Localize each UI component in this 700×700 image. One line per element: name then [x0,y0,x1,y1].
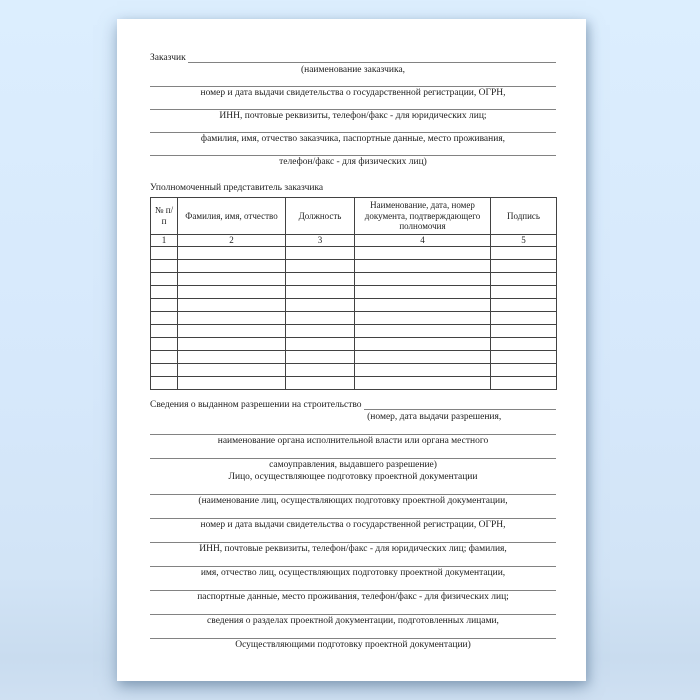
table-empty-cell [151,376,178,389]
table-empty-cell [491,272,557,285]
table-empty-cell [151,298,178,311]
table-empty-cell [178,376,286,389]
designer-caption: сведения о разделах проектной документации, подготовленных лицами, [207,615,499,626]
customer-blank-line [188,62,556,63]
table-empty-cell [286,259,355,272]
blank-line [150,579,556,591]
designer-caption: паспортные данные, место проживания, телефон/факс - для физических лиц; [197,591,509,602]
table-empty-cell [178,337,286,350]
table-empty-cell [355,298,491,311]
table-header-cell: Фамилия, имя, отчество [178,198,286,235]
table-empty-cell [491,311,557,324]
table-empty-cell [355,337,491,350]
table-empty-cell [286,272,355,285]
table-empty-cell [286,285,355,298]
blank-line [150,507,556,519]
customer-caption: телефон/факс - для физических лиц) [279,157,427,167]
customer-caption: номер и дата выдачи свидетельства о государственной регистрации, ОГРН, [200,88,506,98]
table-empty-row [151,363,557,376]
table-empty-cell [491,246,557,259]
blank-line [150,122,556,133]
table-header-cell: Подпись [491,198,557,235]
table-empty-cell [151,272,178,285]
table-empty-cell [491,298,557,311]
table-empty-row [151,350,557,363]
permit-caption: самоуправления, выдавшего разрешение) [269,459,437,470]
table-empty-cell [286,363,355,376]
table-empty-cell [178,259,286,272]
table-empty-cell [286,246,355,259]
blank-line [150,423,556,435]
blank-line [150,145,556,156]
table-empty-cell [355,363,491,376]
table-empty-cell [178,298,286,311]
table-empty-cell [178,285,286,298]
table-empty-cell [286,298,355,311]
table-empty-cell [178,324,286,337]
table-empty-cell [151,337,178,350]
blank-line [150,627,556,639]
table-empty-cell [491,363,557,376]
table-empty-cell [491,337,557,350]
customer-label: Заказчик [150,53,186,63]
table-empty-cell [355,246,491,259]
table-empty-cell [491,376,557,389]
customer-caption: ИНН, почтовые реквизиты, телефон/факс - для юридических лиц; [219,111,487,121]
table-empty-cell [151,350,178,363]
designer-caption: ИНН, почтовые реквизиты, телефон/факс - для юридических лиц; фамилия, [199,543,507,554]
table-header-cell: Наименование, дата, номер документа, подтверждающего полномочия [355,198,491,235]
customer-caption: (наименование заказчика, [300,65,406,75]
table-empty-cell [151,285,178,298]
table-empty-cell [286,324,355,337]
permit-label: Сведения о выданном разрешении на строительство [150,399,362,410]
table-empty-row [151,324,557,337]
blank-line [150,483,556,495]
table-empty-cell [178,311,286,324]
table-empty-cell [178,246,286,259]
designer-subheading: Лицо, осуществляющее подготовку проектной документации [228,471,478,482]
table-empty-row [151,272,557,285]
table-empty-cell [151,259,178,272]
blank-line [150,603,556,615]
table-empty-cell [355,259,491,272]
table-empty-cell [355,376,491,389]
table-column-number: 5 [491,234,557,246]
table-empty-cell [491,324,557,337]
table-empty-row [151,246,557,259]
document-page [117,19,586,681]
table-empty-cell [355,311,491,324]
table-empty-cell [178,272,286,285]
table-empty-cell [178,363,286,376]
table-empty-cell [178,350,286,363]
table-column-number: 2 [178,234,286,246]
table-column-number: 1 [151,234,178,246]
table-number-row [151,234,557,246]
permit-field-row [150,399,556,411]
representative-table-title: Уполномоченный представитель заказчика [150,183,324,193]
permit-caption: наименование органа исполнительной власти или органа местного [217,435,489,446]
table-empty-cell [286,376,355,389]
table-empty-cell [151,363,178,376]
table-empty-cell [286,337,355,350]
table-empty-row [151,376,557,389]
table-header-cell: Должность [286,198,355,235]
customer-field-row [150,52,556,64]
table-empty-cell [355,272,491,285]
table-empty-cell [491,259,557,272]
customer-caption: фамилия, имя, отчество заказчика, паспортные данные, место проживания, [200,134,506,144]
table-empty-cell [286,311,355,324]
table-empty-cell [355,350,491,363]
table-empty-cell [355,285,491,298]
table-empty-row [151,285,557,298]
blank-line [150,555,556,567]
table-empty-cell [491,350,557,363]
permit-section [150,399,556,651]
blank-line [150,531,556,543]
table-empty-cell [286,350,355,363]
blank-line [150,76,556,87]
table-column-number: 4 [355,234,491,246]
table-empty-cell [151,246,178,259]
table-empty-cell [355,324,491,337]
table-header-row [151,198,557,235]
representative-table [150,197,557,390]
table-empty-row [151,311,557,324]
designer-caption: Осуществляющими подготовку проектной документации) [235,639,471,650]
table-empty-cell [151,324,178,337]
table-empty-cell [151,311,178,324]
table-empty-row [151,259,557,272]
table-empty-row [151,298,557,311]
blank-line [150,99,556,110]
permit-caption: (номер, дата выдачи разрешения, [367,411,502,422]
designer-caption: номер и дата выдачи свидетельства о государственной регистрации, ОГРН, [200,519,506,530]
designer-caption: имя, отчество лиц, осуществляющих подготовку проектной документации, [200,567,506,578]
table-empty-row [151,337,557,350]
blank-line [150,447,556,459]
permit-blank-line [364,409,556,410]
table-header-cell: № п/п [151,198,178,235]
representative-table-body [151,246,557,389]
table-empty-cell [491,285,557,298]
table-column-number: 3 [286,234,355,246]
designer-caption: (наименование лиц, осуществляющих подготовку проектной документации, [198,495,508,506]
